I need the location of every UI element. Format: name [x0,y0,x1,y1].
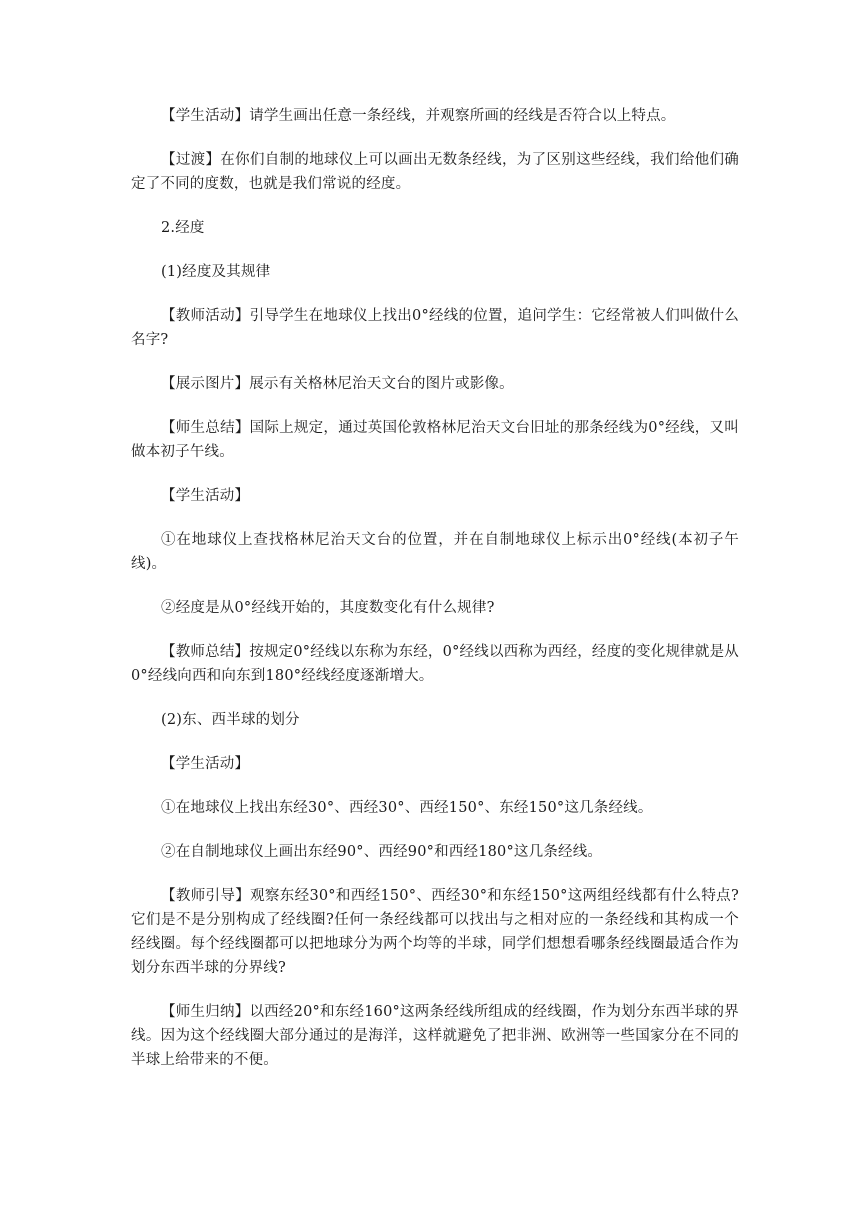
paragraph-activity-item-3: ①在地球仪上找出东经30°、西经30°、西经150°、东经150°这几条经线。 [161,800,653,816]
paragraph-teacher-activity: 【教师活动】引导学生在地球仪上找出0°经线的位置，追问学生：它经常被人们叫做什么名字? [131,308,739,348]
paragraph-transition: 【过渡】在你们自制的地球仪上可以画出无数条经线，为了区别这些经线，我们给他们确定了不同的度数，也就是我们常说的经度。 [131,152,739,192]
paragraph-activity-item-1: ①在地球仪上查找格林尼治天文台的位置，并在自制地球仪上标示出0°经线(本初子午线)。 [131,532,739,572]
paragraph-activity-item-4: ②在自制地球仪上画出东经90°、西经90°和西经180°这几条经线。 [161,844,603,860]
paragraph-student-activity-draw: 【学生活动】请学生画出任意一条经线，并观察所画的经线是否符合以上特点。 [161,108,676,124]
paragraph-teacher-summary: 【教师总结】按规定0°经线以东称为东经，0°经线以西称为西经，经度的变化规律就是从0°经线向西和向东到180°经线经度逐渐增大。 [131,644,739,684]
paragraph-teacher-guidance: 【教师引导】观察东经30°和西经150°、西经30°和东经150°这两组经线都有什么特点?它们是不是分别构成了经线圈?任何一条经线都可以找出与之相对应的一条经线和其构成一个经线圈。每个经线圈都可以把地球分为两个均等的半球，同学们想想看哪条经线圈最适合作为划分东西半球的分界线? [131,888,739,976]
paragraph-conclusion: 【师生归纳】以西经20°和东经160°这两条经线所组成的经线圈，作为划分东西半球的界线。因为这个经线圈大部分通过的是海洋，这样就避免了把非洲、欧洲等一些国家分在不同的半球上给带来的不便。 [131,1004,739,1068]
subsection-heading-hemispheres: (2)东、西半球的划分 [161,712,300,728]
subsection-heading-longitude-rules: (1)经度及其规律 [161,264,271,280]
paragraph-activity-item-2: ②经度是从0°经线开始的，其度数变化有什么规律? [161,600,495,616]
document-body [131,104,739,1092]
section-heading-longitude: 2.经度 [161,220,205,236]
paragraph-show-picture: 【展示图片】展示有关格林尼治天文台的图片或影像。 [161,376,514,392]
paragraph-student-activity-heading: 【学生活动】 [161,488,250,504]
paragraph-summary-prime-meridian: 【师生总结】国际上规定，通过英国伦敦格林尼治天文台旧址的那条经线为0°经线，又叫做本初子午线。 [131,420,739,460]
paragraph-student-activity-heading-2: 【学生活动】 [161,756,250,772]
